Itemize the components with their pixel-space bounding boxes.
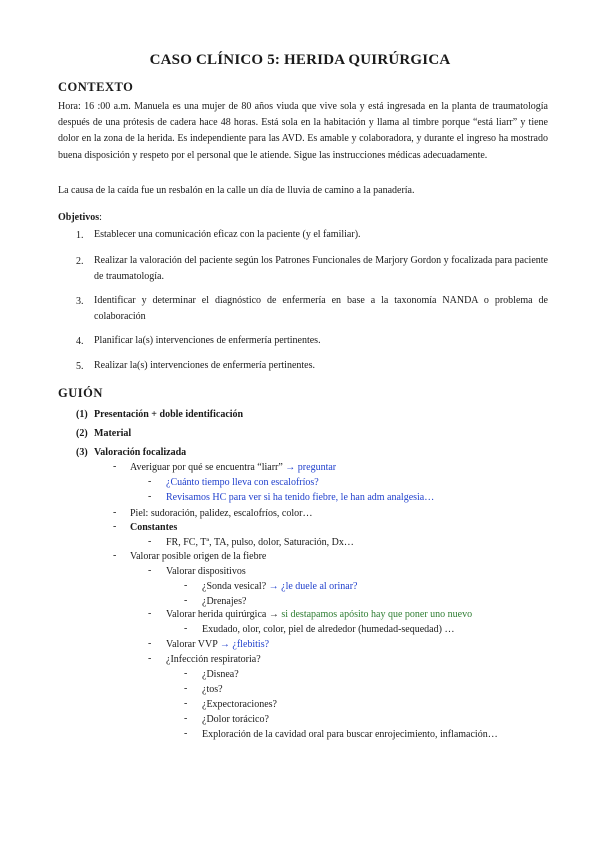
bullet-dash: -	[148, 476, 152, 487]
bullet-dash: -	[148, 653, 152, 664]
drenajes-line: ¿Drenajes?	[202, 596, 247, 607]
objetivo-number: 1.	[76, 230, 84, 241]
objetivo-item: Realizar la valoración del paciente según los Patrones Funcionales de Marjory Gordon y focalizada para paciente de traumatología.	[94, 255, 548, 282]
vvp-line	[166, 638, 269, 651]
objetivos-label	[58, 211, 102, 224]
aposito-note: si destapamos apósito hay que poner uno nuevo	[281, 609, 473, 620]
sonda-note: → ¿le duele al orinar?	[268, 581, 358, 592]
guion-step-number: (2)	[76, 428, 88, 439]
preguntar-note: → preguntar	[285, 462, 337, 473]
revisar-hc-note: Revisamos HC para ver si ha tenido fiebre, le han adm analgesia…	[166, 492, 435, 503]
bullet-dash: -	[113, 507, 117, 518]
bullet-dash: -	[148, 536, 152, 547]
guion-step-number: (3)	[76, 447, 88, 458]
contexto-heading: CONTEXTO	[58, 80, 134, 94]
bullet-dash: -	[184, 580, 188, 591]
bullet-dash: -	[184, 595, 188, 606]
bullet-dash: -	[148, 565, 152, 576]
bullet-dash: -	[184, 623, 188, 634]
bullet-dash: -	[148, 491, 152, 502]
flebitis-note: → ¿flebitis?	[219, 639, 270, 650]
objetivo-item: Realizar la(s) intervenciones de enfermería pertinentes.	[94, 360, 316, 371]
herida-text: Valorar herida quirúrgica →	[166, 609, 279, 620]
dispositivos-line: Valorar dispositivos	[166, 566, 246, 577]
sonda-line	[202, 580, 357, 593]
vvp-text: Valorar VVP	[166, 639, 218, 650]
objetivo-number: 3.	[76, 296, 84, 307]
guion-heading: GUIÓN	[58, 386, 103, 400]
disnea-line: ¿Disnea?	[202, 669, 239, 680]
exudado-line: Exudado, olor, color, piel de alrededor (humedad-sequedad) …	[202, 624, 455, 635]
guion-step-valoracion: Valoración focalizada	[94, 447, 187, 458]
contexto-paragraph: Hora: 16 :00 a.m. Manuela es una mujer de 80 años viuda que vive sola y está ingresada en la planta de traumatología después de una prótesis de cadera hace 48 horas. Está sola en la habitación y llama al timbre porque “está liarr” y tiene dolor en la zona de la herida. Es independiente para las AVD. Es amable y colaboradora, y durante el ingreso ha mostrado buena disposición y respeto por el personal que le atiende. Sigue las instrucciones médicas adecuadamente.	[58, 101, 548, 161]
expectoraciones-line: ¿Expectoraciones?	[202, 699, 277, 710]
constantes-label: Constantes	[130, 522, 178, 533]
herida-line	[166, 608, 472, 621]
bullet-dash: -	[184, 728, 188, 739]
objetivo-item: Identificar y determinar el diagnóstico de enfermería en base a la taxonomía NANDA o problema de colaboración	[94, 295, 548, 322]
guion-step-presentacion: Presentación + doble identificación	[94, 409, 244, 420]
caida-paragraph: La causa de la caída fue un resbalón en la calle un día de lluvia de camino a la panadería.	[58, 185, 415, 196]
bullet-dash: -	[113, 550, 117, 561]
objetivo-item: Establecer una comunicación eficaz con la paciente (y el familiar).	[94, 229, 361, 240]
bullet-dash: -	[184, 668, 188, 679]
objetivo-number: 4.	[76, 336, 84, 347]
sonda-text: ¿Sonda vesical?	[202, 581, 267, 592]
bullet-dash: -	[148, 608, 152, 619]
objetivo-item: Planificar la(s) intervenciones de enfermería pertinentes.	[94, 335, 321, 346]
exploracion-line: Exploración de la cavidad oral para buscar enrojecimiento, inflamación…	[202, 729, 498, 740]
infeccion-line: ¿Infección respiratoria?	[166, 654, 261, 665]
objetivos-label-text: Objetivos	[58, 212, 100, 223]
bullet-dash: -	[113, 461, 117, 472]
constantes-list: FR, FC, Tª, TA, pulso, dolor, Saturación, Dx…	[166, 537, 354, 548]
bullet-dash: -	[184, 713, 188, 724]
bullet-dash: -	[184, 698, 188, 709]
averiguar-text: Averiguar por qué se encuentra “liarr”	[130, 462, 283, 473]
origen-fiebre-line: Valorar posible origen de la fiebre	[130, 551, 267, 562]
guion-step-material: Material	[94, 428, 132, 439]
bullet-dash: -	[148, 638, 152, 649]
escalofrios-question: ¿Cuánto tiempo lleva con escalofríos?	[166, 477, 319, 488]
guion-step-number: (1)	[76, 409, 88, 420]
bullet-dash: -	[113, 521, 117, 532]
bullet-dash: -	[184, 683, 188, 694]
objetivo-number: 2.	[76, 256, 84, 267]
piel-line: Piel: sudoración, palidez, escalofríos, color…	[130, 508, 313, 519]
averiguar-line	[130, 461, 336, 474]
objetivos-colon: :	[99, 212, 102, 223]
page-title: CASO CLÍNICO 5: HERIDA QUIRÚRGICA	[149, 52, 451, 68]
objetivo-number: 5.	[76, 361, 84, 372]
tos-line: ¿tos?	[202, 684, 223, 695]
dolor-toracico-line: ¿Dolor torácico?	[202, 714, 269, 725]
